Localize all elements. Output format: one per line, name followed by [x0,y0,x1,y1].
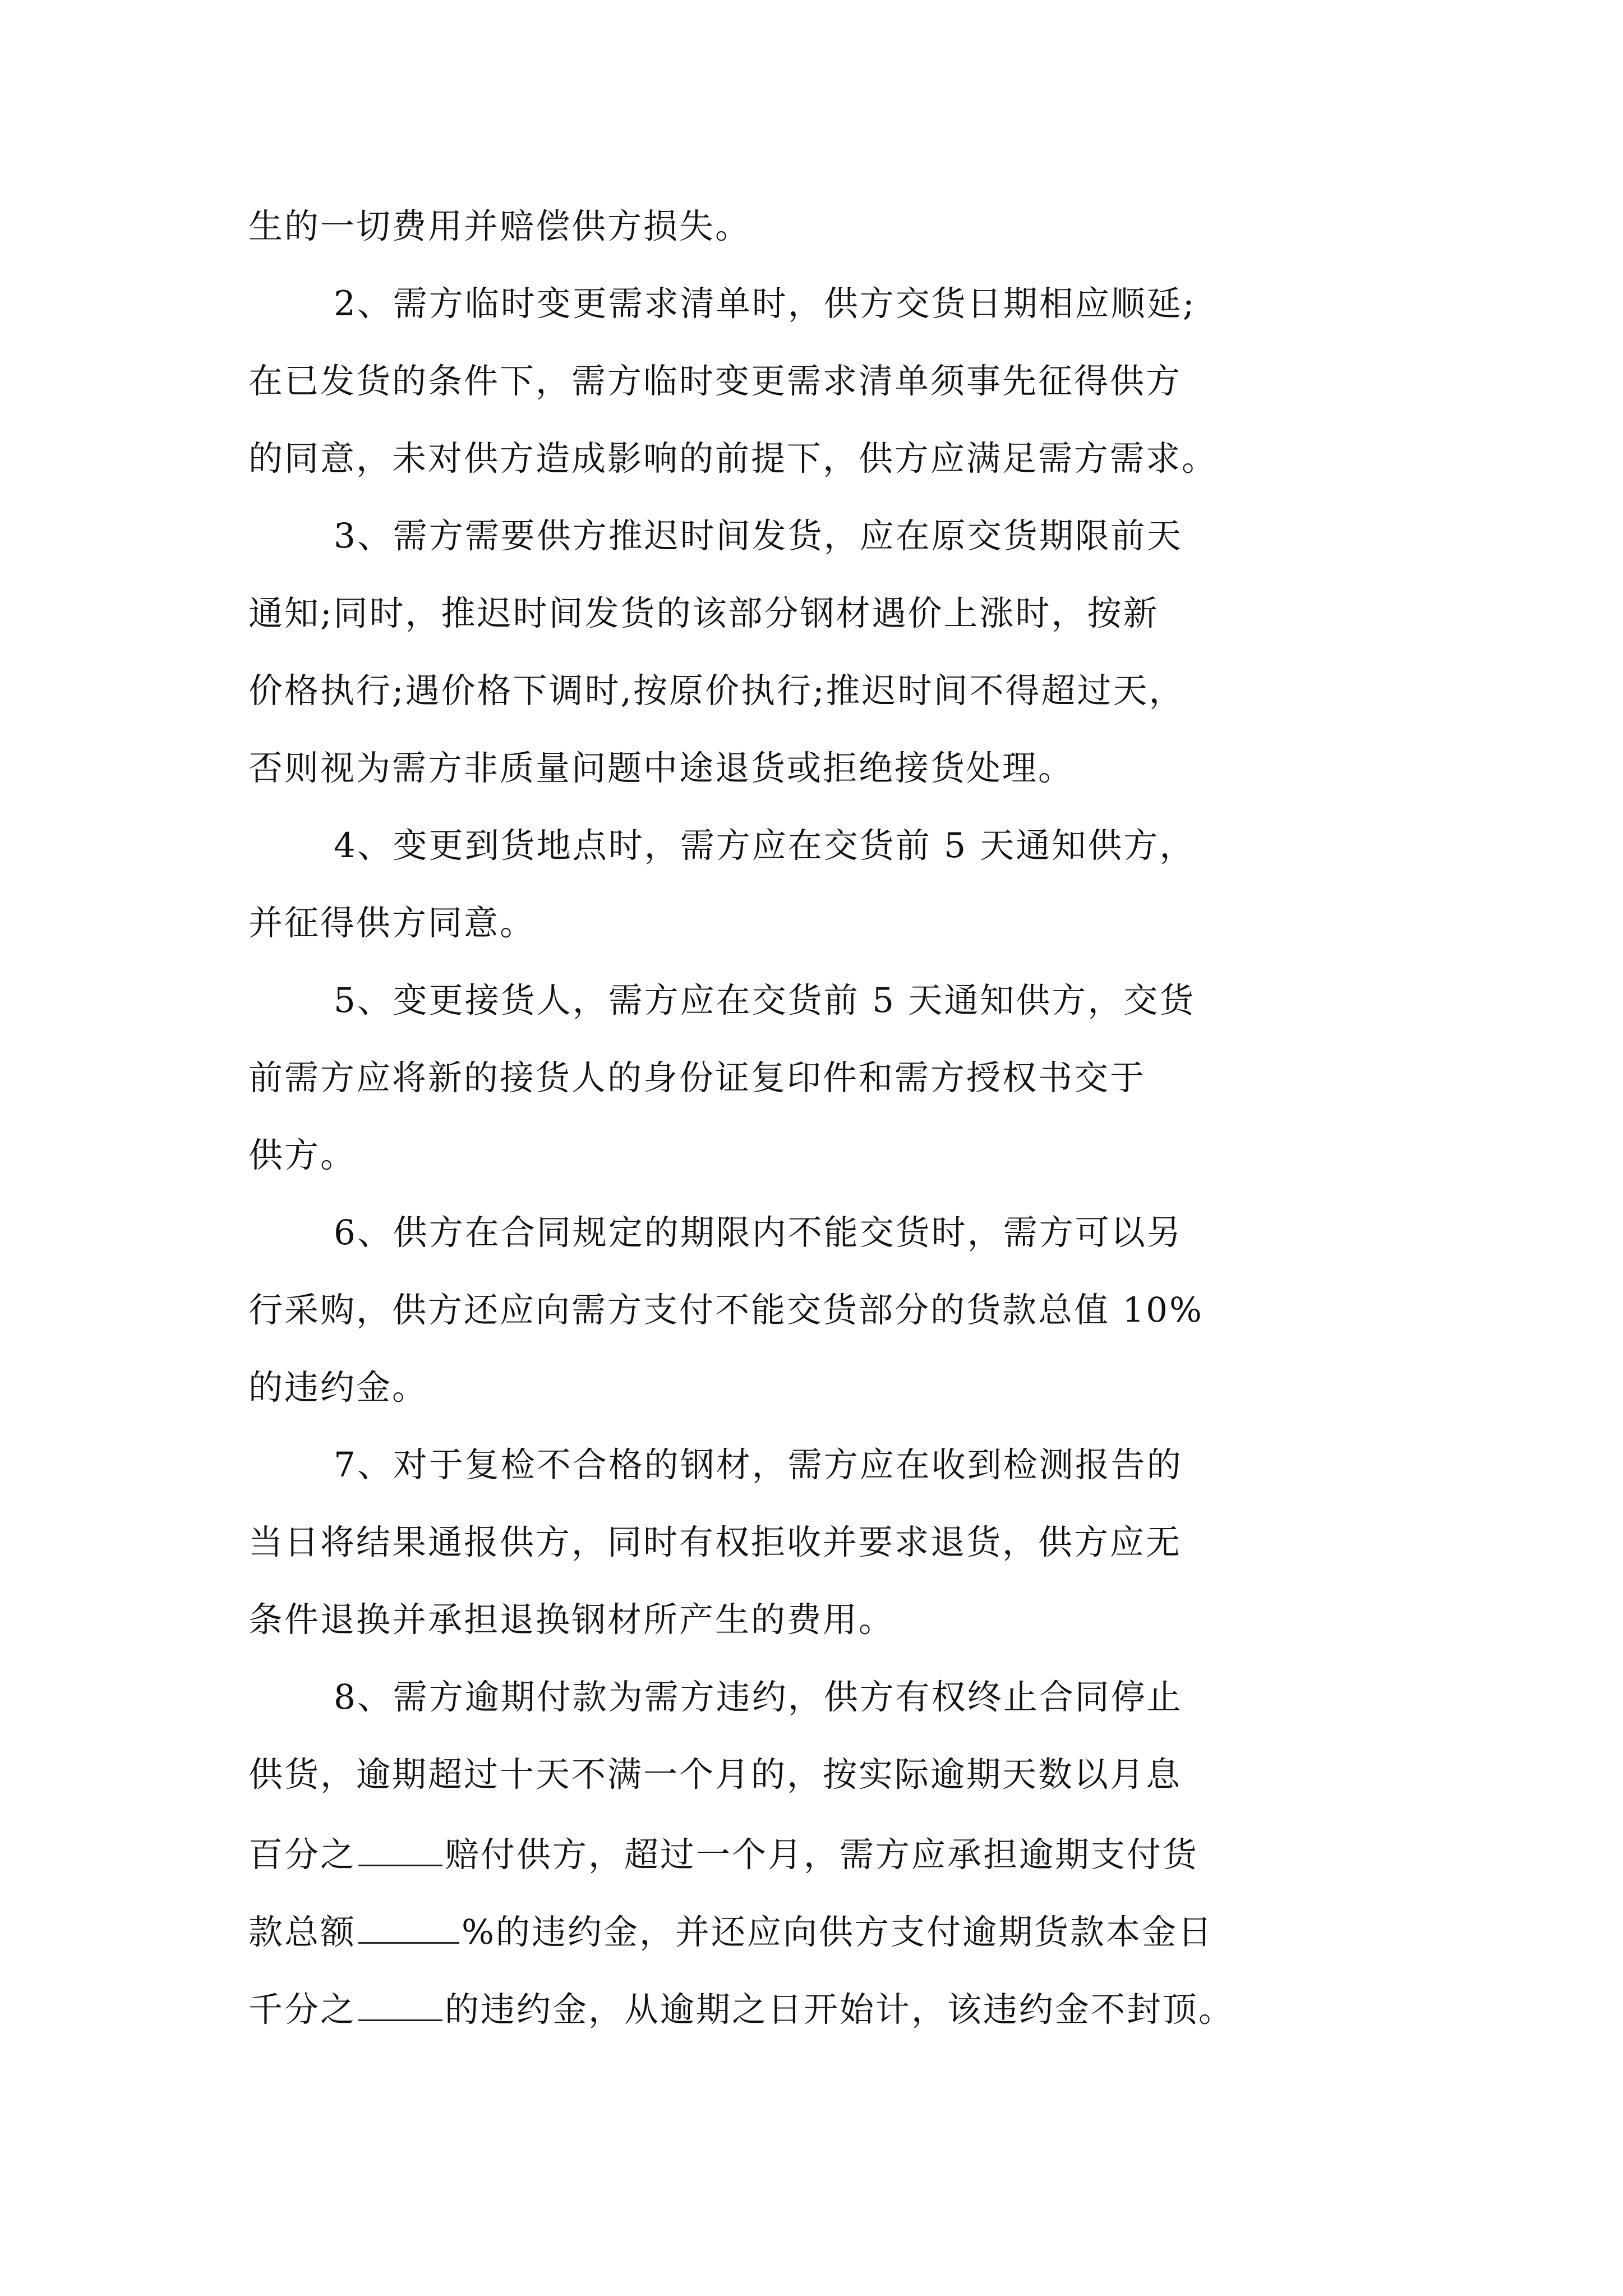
paragraph-line: 2、需方临时变更需求清单时，供方交货日期相应顺延; [334,284,1196,324]
paragraph-line: 否则视为需方非质量问题中途退货或拒绝接货处理。 [248,748,1075,788]
paragraph-line: 价格执行;遇价格下调时,按原价执行;推迟时间不得超过天， [248,671,1185,711]
fill-in-blank[interactable] [358,1911,459,1944]
paragraph-line: 当日将结果通报供方，同时有权拒收并要求退货，供方应无 [248,1522,1182,1562]
paragraph-line: 供方。 [248,1135,357,1175]
text-segment: 款总额 [248,1912,357,1952]
text-segment: 赔付供方，超过一个月，需方应承担逾期支付货 [445,1835,1199,1875]
paragraph-line: 通知;同时，推迟时间发货的该部分钢材遇价上涨时，按新 [248,593,1159,633]
paragraph-line: 并征得供方同意。 [248,903,536,943]
paragraph-line: 在已发货的条件下，需方临时变更需求清单须事先征得供方 [248,361,1182,401]
paragraph-line: 4、变更到货地点时，需方应在交货前 5 天通知供方， [334,826,1196,866]
paragraph-line: 前需方应将新的接货人的身份证复印件和需方授权书交于 [248,1058,1146,1098]
text-segment: 千分之 [248,1990,357,2030]
paragraph-line: 条件退换并承担退换钢材所产生的费用。 [248,1600,895,1640]
fill-in-blank[interactable] [358,1833,442,1866]
fill-in-blank[interactable] [358,1988,442,2021]
paragraph-line: 生的一切费用并赔偿供方损失。 [248,206,751,246]
document-page [248,208,1387,2065]
paragraph-line: 3、需方需要供方推迟时间发货，应在原交货期限前天 [334,516,1183,556]
paragraph-line-with-blank [248,1988,1387,2030]
paragraph-line: 6、供方在合同规定的期限内不能交货时，需方可以另 [334,1213,1183,1253]
text-segment: %的违约金，并还应向供方支付逾期货款本金日 [462,1912,1214,1952]
paragraph-line: 行采购，供方还应向需方支付不能交货部分的货款总值 10% [248,1290,1204,1330]
paragraph-line: 供货，逾期超过十天不满一个月的，按实际逾期天数以月息 [248,1755,1182,1795]
paragraph-line: 的违约金。 [248,1368,428,1407]
paragraph-line: 7、对于复检不合格的钢材，需方应在收到检测报告的 [334,1445,1183,1485]
paragraph-line: 的同意，未对供方造成影响的前提下，供方应满足需方需求。 [248,439,1218,478]
text-segment: 百分之 [248,1835,357,1875]
text-segment: 的违约金，从逾期之日开始计，该违约金不封顶。 [445,1990,1235,2030]
paragraph-line-with-blank [248,1911,1387,1952]
paragraph-line-with-blank [248,1833,1387,1875]
paragraph-line: 5、变更接货人，需方应在交货前 5 天通知供方，交货 [334,981,1196,1020]
paragraph-line: 8、需方逾期付款为需方违约，供方有权终止合同停止 [334,1677,1183,1717]
